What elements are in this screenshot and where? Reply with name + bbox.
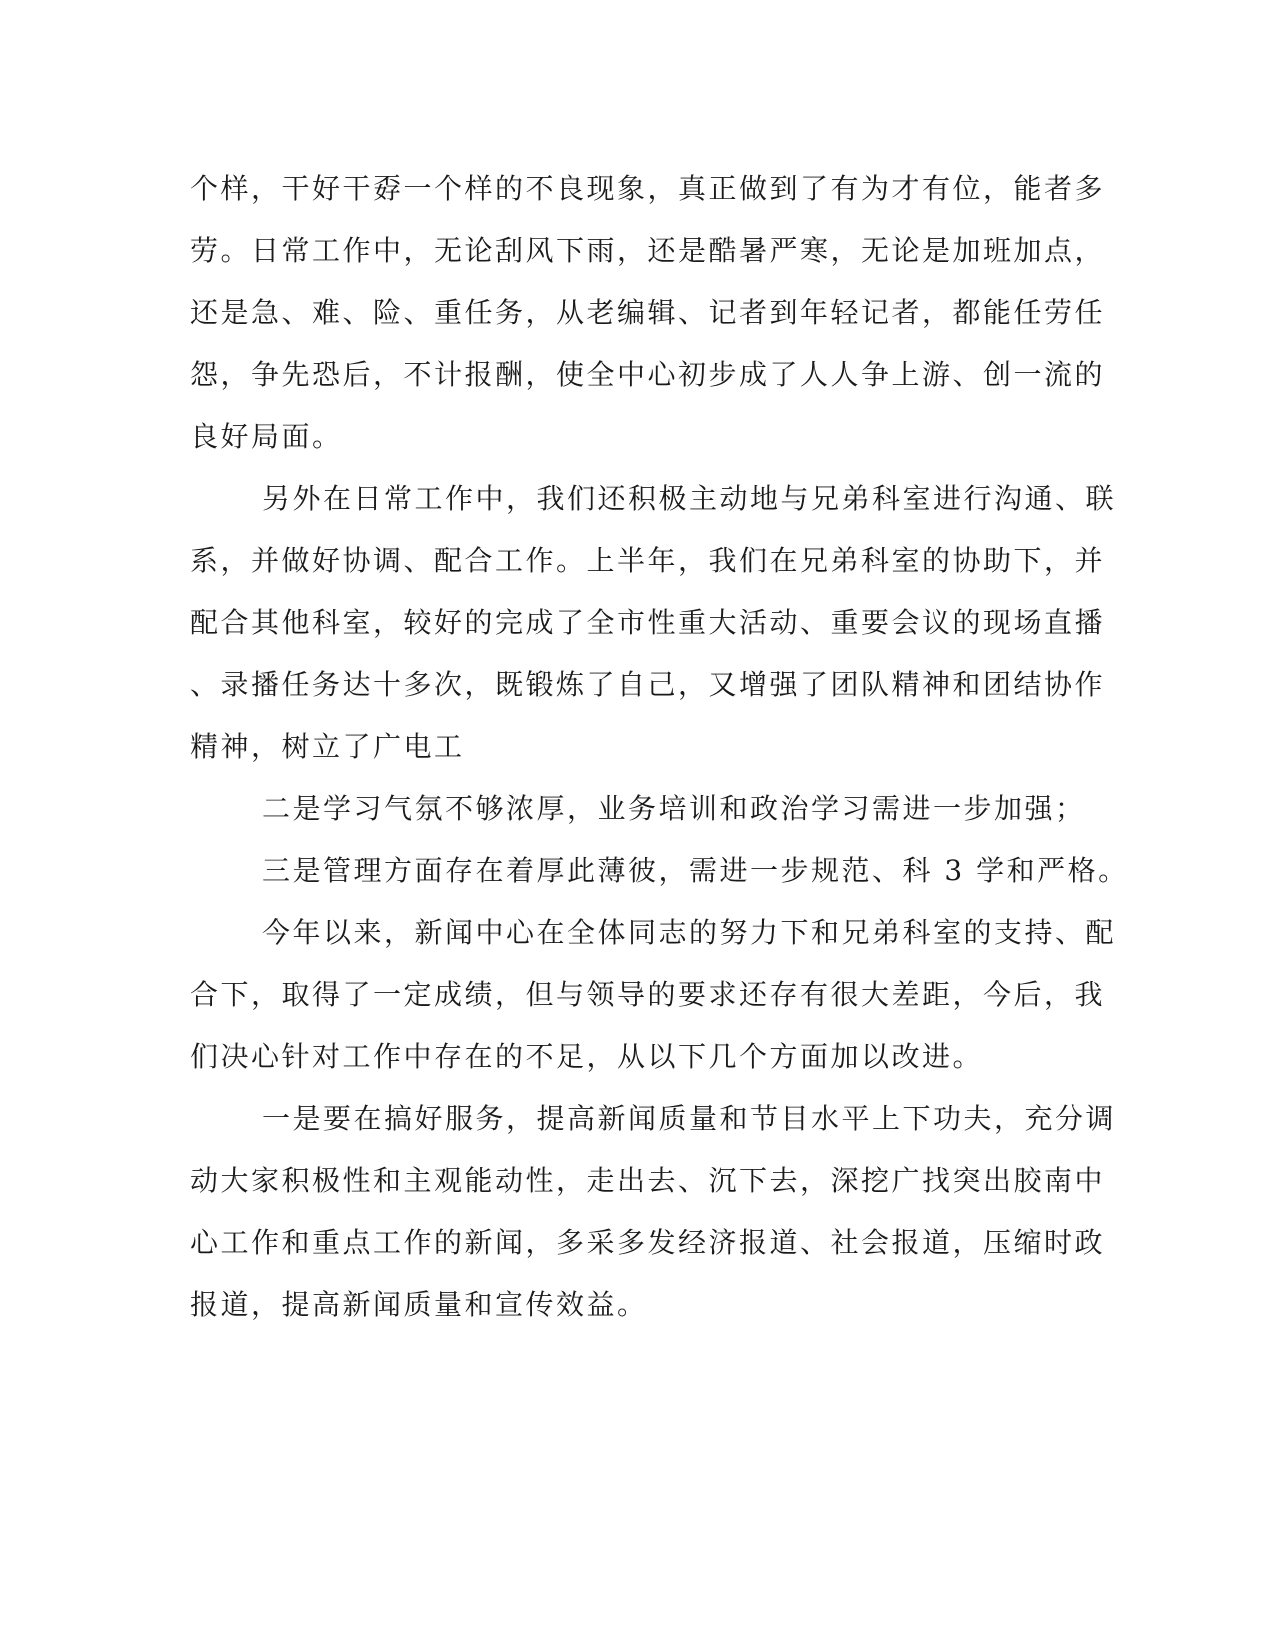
- paragraph-5: [190, 902, 1117, 1088]
- paragraph-1: [190, 158, 1106, 468]
- text-line: 、录播任务达十多次，既锻炼了自己，又增强了团队精神和团结协作: [190, 668, 1106, 701]
- paragraph-6: [190, 1088, 1117, 1336]
- text-line: 精神，树立了广电工: [190, 730, 465, 763]
- text-line: 配合其他科室，较好的完成了全市性重大活动、重要会议的现场直播: [190, 606, 1106, 639]
- text-line: 三是管理方面存在着厚此薄彼，需进一步规范、科 3 学和严格。: [262, 854, 1129, 887]
- text-line: 报道，提高新闻质量和宣传效益。: [190, 1288, 648, 1321]
- text-line: 系，并做好协调、配合工作。上半年，我们在兄弟科室的协助下，并: [190, 544, 1106, 577]
- text-line: 今年以来，新闻中心在全体同志的努力下和兄弟科室的支持、配: [262, 916, 1117, 949]
- text-line: 们决心针对工作中存在的不足，从以下几个方面加以改进。: [190, 1040, 984, 1073]
- document-body: [190, 158, 1129, 1336]
- text-line: 一是要在搞好服务，提高新闻质量和节目水平上下功夫，充分调: [262, 1102, 1117, 1135]
- paragraph-2: [190, 468, 1117, 778]
- text-line: 合下，取得了一定成绩，但与领导的要求还存有很大差距，今后，我: [190, 978, 1106, 1011]
- text-line: 心工作和重点工作的新闻，多采多发经济报道、社会报道，压缩时政: [190, 1226, 1106, 1259]
- paragraph-4: [190, 840, 1129, 902]
- paragraph-3: [190, 778, 1090, 840]
- text-line: 另外在日常工作中，我们还积极主动地与兄弟科室进行沟通、联: [262, 482, 1117, 515]
- text-line: 劳。日常工作中，无论刮风下雨，还是酷暑严寒，无论是加班加点，: [190, 234, 1106, 267]
- text-line: 动大家积极性和主观能动性，走出去、沉下去，深挖广找突出胶南中: [190, 1164, 1106, 1197]
- text-line: 还是急、难、险、重任务，从老编辑、记者到年轻记者，都能任劳任: [190, 296, 1106, 329]
- text-line: 个样，干好干孬一个样的不良现象，真正做到了有为才有位，能者多: [190, 172, 1106, 205]
- text-line: 怨，争先恐后，不计报酬，使全中心初步成了人人争上游、创一流的: [190, 358, 1106, 391]
- text-line: 良好局面。: [190, 420, 343, 453]
- text-line: 二是学习气氛不够浓厚，业务培训和政治学习需进一步加强；: [262, 792, 1086, 825]
